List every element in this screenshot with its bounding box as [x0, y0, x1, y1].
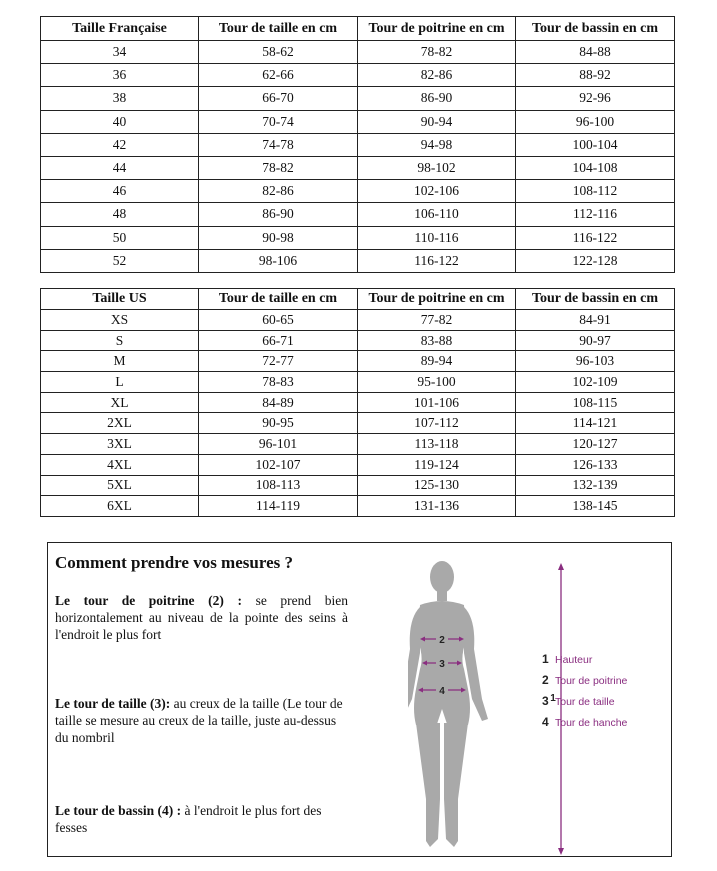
table-cell: 102-109 — [516, 372, 675, 393]
table-cell: 90-94 — [358, 110, 516, 133]
table-cell: 36 — [41, 64, 199, 87]
table-cell: 98-106 — [199, 249, 358, 272]
table-cell: 44 — [41, 156, 199, 179]
table-cell: 77-82 — [358, 310, 516, 331]
table-cell: 48 — [41, 203, 199, 226]
table-cell: 84-88 — [516, 41, 675, 64]
table-cell: 66-71 — [199, 330, 358, 351]
table-header-row — [41, 17, 675, 41]
legend-number: 2 — [542, 673, 549, 687]
table-cell: 83-88 — [358, 330, 516, 351]
french-table-body — [41, 41, 675, 273]
table-row — [41, 110, 675, 133]
table-cell: 4XL — [41, 454, 199, 475]
legend-number: 4 — [542, 715, 549, 729]
table-cell: 120-127 — [516, 434, 675, 455]
legend-item — [542, 715, 662, 736]
table-cell: 125-130 — [358, 475, 516, 496]
table-row — [41, 41, 675, 64]
table-cell: 96-100 — [516, 110, 675, 133]
table-cell: 84-89 — [199, 392, 358, 413]
table-cell: 94-98 — [358, 133, 516, 156]
height-mark: 1 — [550, 693, 556, 704]
table-cell: 78-82 — [358, 41, 516, 64]
table-cell: L — [41, 372, 199, 393]
table-cell: 86-90 — [358, 87, 516, 110]
table-cell: 38 — [41, 87, 199, 110]
table-row — [41, 496, 675, 517]
header-waist: Tour de taille en cm — [199, 17, 358, 41]
legend-item — [542, 673, 662, 694]
table-cell: 86-90 — [199, 203, 358, 226]
legend-label: Tour de hanche — [555, 717, 628, 729]
table-cell: XL — [41, 392, 199, 413]
waist-mark: 3 — [439, 659, 445, 670]
table-row — [41, 330, 675, 351]
table-cell: 58-62 — [199, 41, 358, 64]
table-cell: 113-118 — [358, 434, 516, 455]
table-cell: 84-91 — [516, 310, 675, 331]
table-cell: 42 — [41, 133, 199, 156]
table-cell: 110-116 — [358, 226, 516, 249]
table-cell: 74-78 — [199, 133, 358, 156]
table-cell: 131-136 — [358, 496, 516, 517]
table-row — [41, 454, 675, 475]
header-size-fr: Taille Française — [41, 17, 199, 41]
table-cell: 98-102 — [358, 156, 516, 179]
table-cell: 5XL — [41, 475, 199, 496]
table-cell: 72-77 — [199, 351, 358, 372]
hip-instruction — [55, 802, 348, 836]
table-row — [41, 434, 675, 455]
silhouette-icon — [408, 561, 488, 847]
table-row — [41, 351, 675, 372]
header-waist: Tour de taille en cm — [199, 289, 358, 310]
table-cell: 34 — [41, 41, 199, 64]
table-cell: 90-97 — [516, 330, 675, 351]
table-cell: 96-101 — [199, 434, 358, 455]
table-cell: 116-122 — [516, 226, 675, 249]
legend-item — [542, 652, 662, 673]
table-cell: 40 — [41, 110, 199, 133]
table-cell: 82-86 — [199, 180, 358, 203]
table-cell: 126-133 — [516, 454, 675, 475]
table-cell: 114-121 — [516, 413, 675, 434]
table-row — [41, 392, 675, 413]
table-cell: 3XL — [41, 434, 199, 455]
measurement-guide — [47, 542, 672, 857]
table-cell: 107-112 — [358, 413, 516, 434]
table-cell: 108-115 — [516, 392, 675, 413]
table-cell: 46 — [41, 180, 199, 203]
table-cell: 138-145 — [516, 496, 675, 517]
table-cell: 112-116 — [516, 203, 675, 226]
legend-label: Tour de taille — [555, 696, 615, 708]
table-cell: 6XL — [41, 496, 199, 517]
table-cell: 108-112 — [516, 180, 675, 203]
header-size-us: Taille US — [41, 289, 199, 310]
table-cell: 108-113 — [199, 475, 358, 496]
header-chest: Tour de poitrine en cm — [358, 17, 516, 41]
us-size-table — [40, 288, 675, 517]
measurement-legend — [542, 652, 662, 736]
table-row — [41, 87, 675, 110]
table-row — [41, 310, 675, 331]
table-cell: 102-107 — [199, 454, 358, 475]
table-cell: 90-98 — [199, 226, 358, 249]
table-row — [41, 180, 675, 203]
legend-item — [542, 694, 662, 715]
chest-instruction — [55, 592, 348, 643]
table-cell: 101-106 — [358, 392, 516, 413]
table-row — [41, 156, 675, 179]
hip-text: à l'endroit le plus fort des fesses — [55, 803, 322, 835]
waist-label: Le tour de taille (3): — [55, 696, 171, 711]
table-row — [41, 249, 675, 272]
header-hip: Tour de bassin en cm — [516, 17, 675, 41]
table-row — [41, 475, 675, 496]
table-cell: 132-139 — [516, 475, 675, 496]
guide-title: Comment prendre vos mesures ? — [55, 553, 293, 572]
legend-number: 1 — [542, 652, 549, 666]
table-cell: 62-66 — [199, 64, 358, 87]
table-cell: 100-104 — [516, 133, 675, 156]
hip-label: Le tour de bassin (4) : — [55, 803, 182, 818]
table-cell: 95-100 — [358, 372, 516, 393]
table-cell: 102-106 — [358, 180, 516, 203]
waist-instruction — [55, 695, 348, 746]
legend-label: Tour de poitrine — [555, 675, 628, 687]
table-cell: 50 — [41, 226, 199, 249]
hip-mark: 4 — [439, 686, 445, 697]
table-cell: M — [41, 351, 199, 372]
table-row — [41, 226, 675, 249]
table-cell: 119-124 — [358, 454, 516, 475]
table-cell: 52 — [41, 249, 199, 272]
table-cell: 106-110 — [358, 203, 516, 226]
table-cell: 116-122 — [358, 249, 516, 272]
table-cell: 90-95 — [199, 413, 358, 434]
table-cell: 92-96 — [516, 87, 675, 110]
table-cell: XS — [41, 310, 199, 331]
table-cell: 122-128 — [516, 249, 675, 272]
table-cell: 82-86 — [358, 64, 516, 87]
header-hip: Tour de bassin en cm — [516, 289, 675, 310]
french-size-table — [40, 16, 675, 273]
table-row — [41, 413, 675, 434]
header-chest: Tour de poitrine en cm — [358, 289, 516, 310]
table-row — [41, 133, 675, 156]
table-cell: 104-108 — [516, 156, 675, 179]
legend-number: 3 — [542, 694, 549, 708]
table-header-row — [41, 289, 675, 310]
waist-text: au creux de la taille (Le tour de taille se mesure au creux de la taille, juste au-dessus du nombril — [55, 696, 343, 745]
table-row — [41, 64, 675, 87]
legend-label: Hauteur — [555, 654, 593, 666]
us-table-body — [41, 310, 675, 517]
chest-text: se prend bien horizontalement au niveau de la pointe des seins à l'endroit le plus fort — [55, 593, 349, 642]
table-cell: 78-82 — [199, 156, 358, 179]
chest-label: Le tour de poitrine (2) : — [55, 593, 242, 608]
chest-mark: 2 — [439, 635, 445, 646]
table-cell: 70-74 — [199, 110, 358, 133]
table-cell: 60-65 — [199, 310, 358, 331]
table-cell: 2XL — [41, 413, 199, 434]
table-cell: 66-70 — [199, 87, 358, 110]
table-row — [41, 372, 675, 393]
table-cell: 89-94 — [358, 351, 516, 372]
table-cell: 88-92 — [516, 64, 675, 87]
table-cell: 114-119 — [199, 496, 358, 517]
table-row — [41, 203, 675, 226]
table-cell: S — [41, 330, 199, 351]
table-cell: 78-83 — [199, 372, 358, 393]
table-cell: 96-103 — [516, 351, 675, 372]
